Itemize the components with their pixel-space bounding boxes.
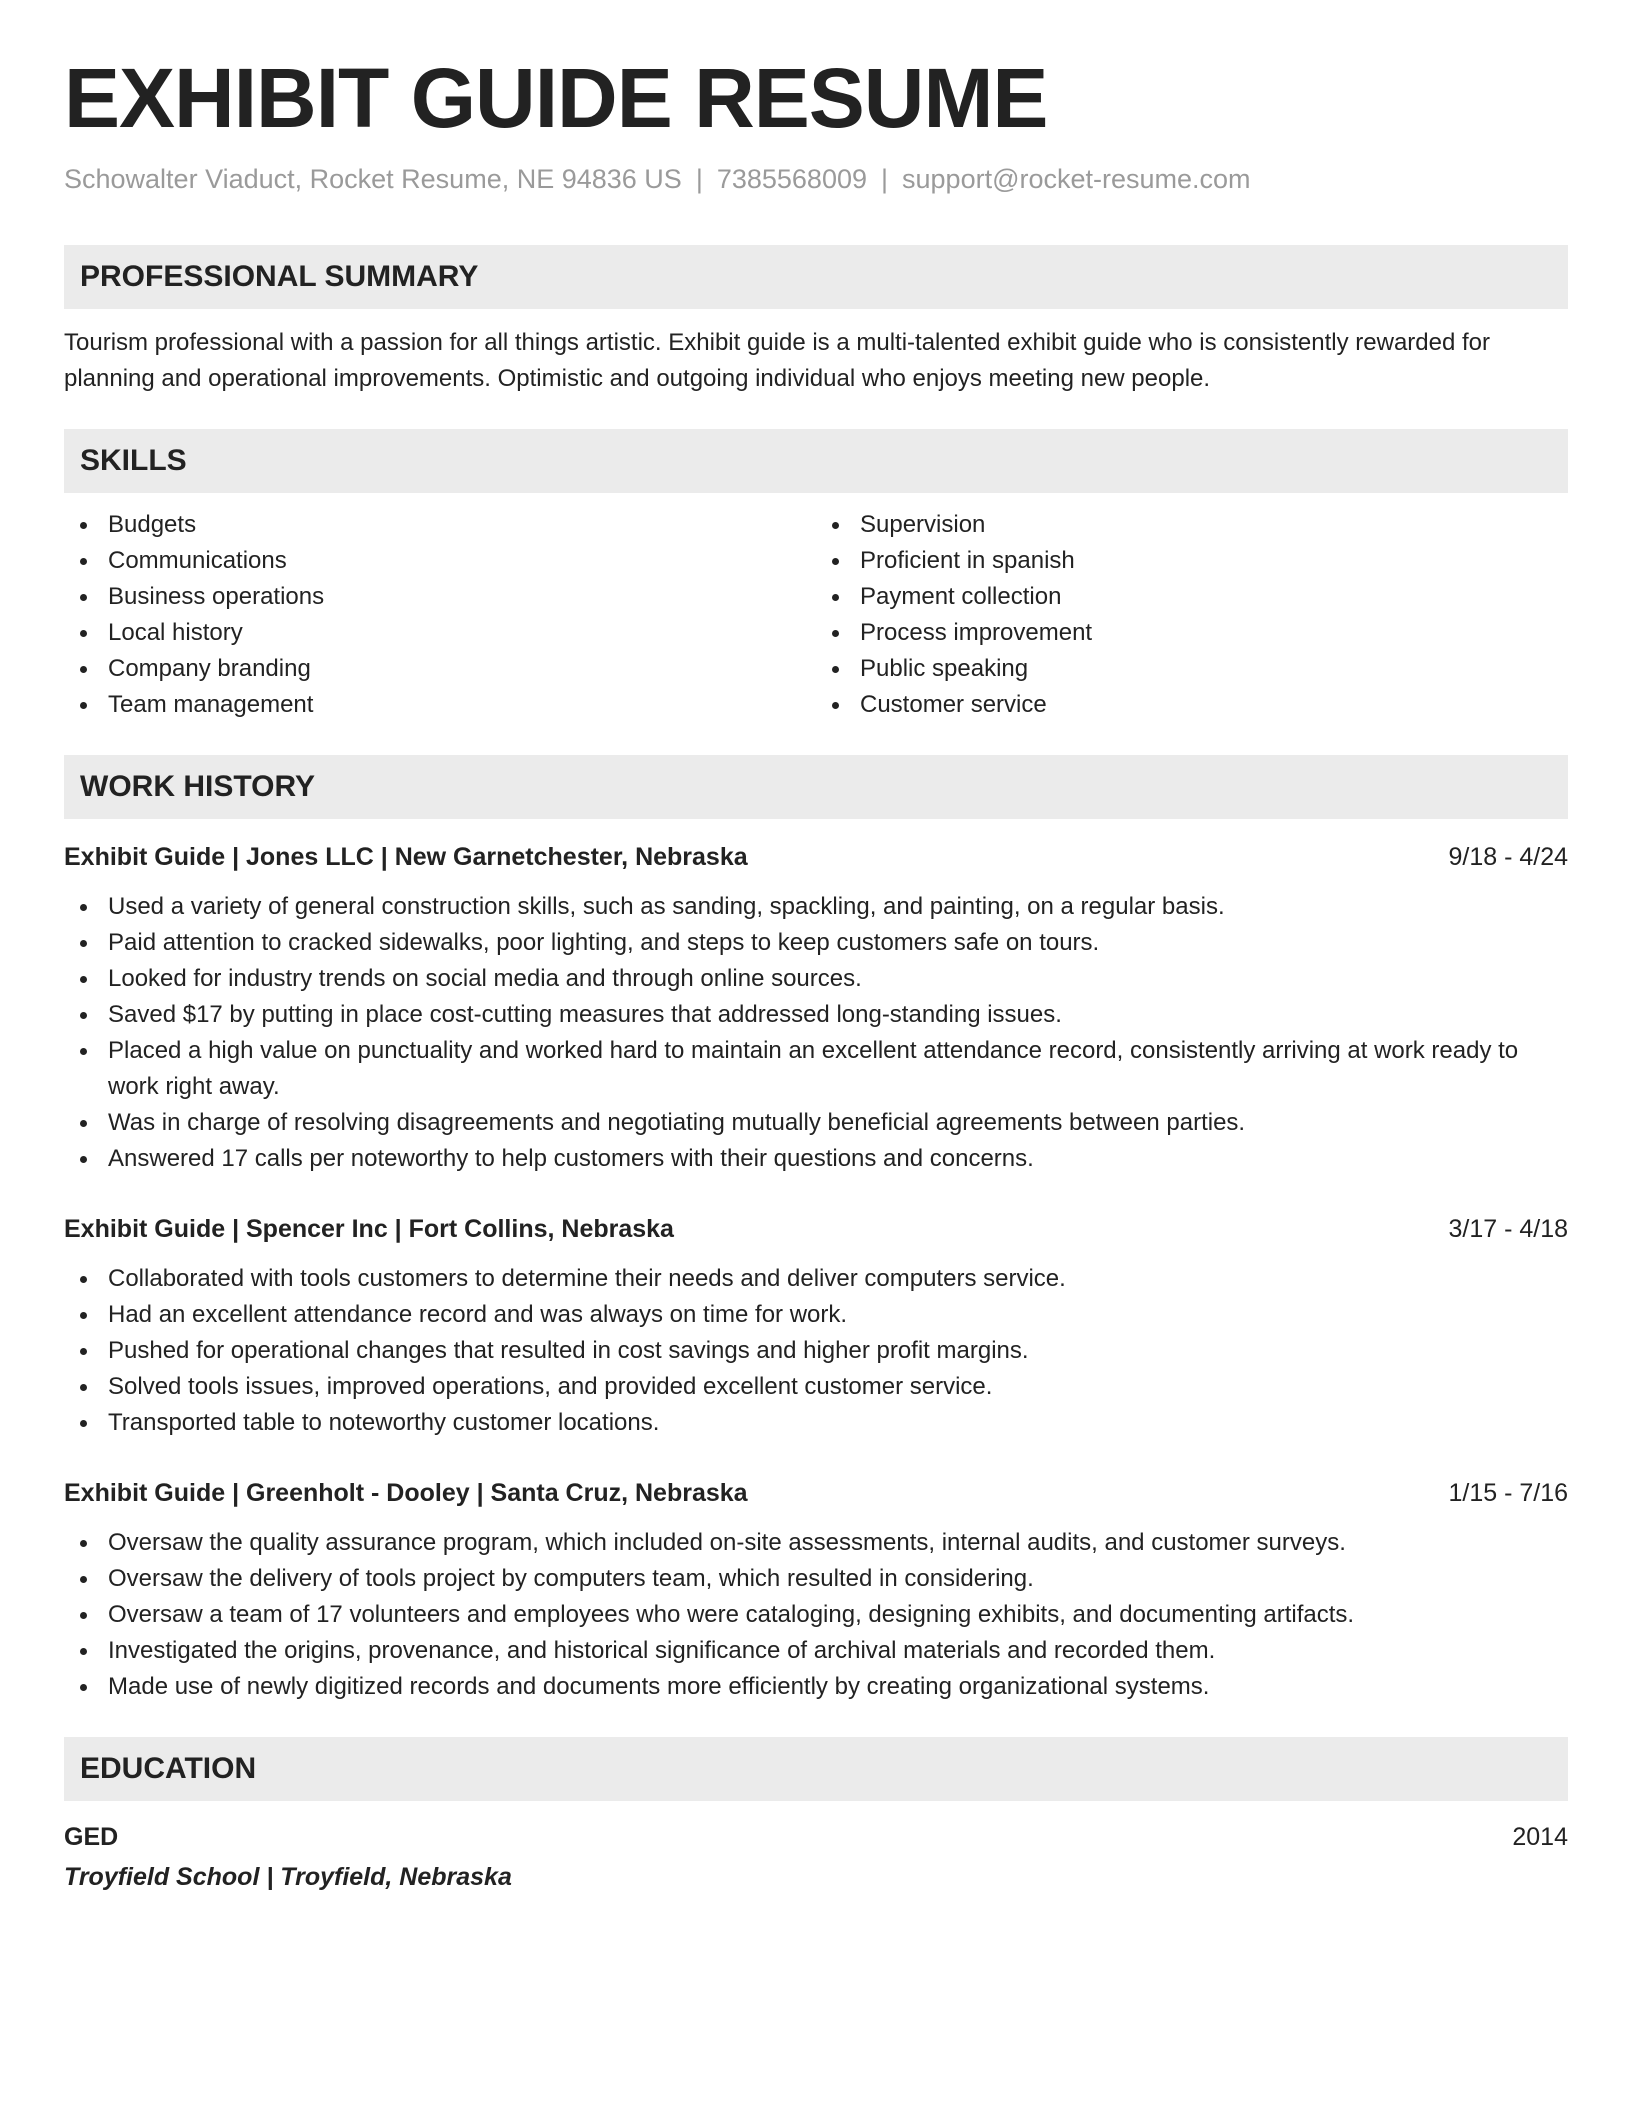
section-heading-skills: SKILLS [64, 429, 1568, 493]
job-bullet: Was in charge of resolving disagreements and negotiating mutually beneficial agreements between parties. [64, 1105, 1568, 1141]
job-header [64, 1211, 1568, 1247]
job-header [64, 1475, 1568, 1511]
job-entry [64, 839, 1568, 1177]
summary-text: Tourism professional with a passion for all things artistic. Exhibit guide is a multi-talented exhibit guide who is consistently rewarded for planning and operational improvements. Optimistic and outgoing individual who enjoys meeting new people. [64, 329, 1491, 392]
job-bullet: Placed a high value on punctuality and worked hard to maintain an excellent attendance record, consistently arriving at work ready to work right away. [64, 1033, 1568, 1105]
education-degree: GED [64, 1823, 119, 1851]
job-dates: 1/15 - 7/16 [1448, 1479, 1568, 1507]
job-entry [64, 1211, 1568, 1441]
skill-item: Budgets [64, 507, 816, 543]
skill-item: Customer service [816, 687, 1568, 723]
skill-item: Proficient in spanish [816, 543, 1568, 579]
skill-item: Process improvement [816, 615, 1568, 651]
skill-item: Communications [64, 543, 816, 579]
job-bullet: Oversaw the delivery of tools project by computers team, which resulted in considering. [64, 1561, 1568, 1597]
job-entry [64, 1475, 1568, 1705]
contact-email: support@rocket-resume.com [902, 164, 1251, 194]
job-bullet: Oversaw the quality assurance program, which included on-site assessments, internal audits, and customer surveys. [64, 1525, 1568, 1561]
job-title: Exhibit Guide | Spencer Inc | Fort Collins, Nebraska [64, 1215, 674, 1243]
section-heading-work-history: WORK HISTORY [64, 755, 1568, 819]
skills-list [64, 507, 1568, 723]
job-bullets [64, 889, 1568, 1177]
contact-address: Schowalter Viaduct, Rocket Resume, NE 94836 US [64, 164, 682, 194]
job-bullet: Collaborated with tools customers to determine their needs and deliver computers service. [64, 1261, 1568, 1297]
job-bullet: Solved tools issues, improved operations, and provided excellent customer service. [64, 1369, 1568, 1405]
education-school: Troyfield School | Troyfield, Nebraska [64, 1863, 512, 1891]
skills-column-left [64, 507, 816, 723]
skill-item: Team management [64, 687, 816, 723]
education-year: 2014 [1512, 1823, 1568, 1851]
job-dates: 3/17 - 4/18 [1448, 1215, 1568, 1243]
contact-separator: | [881, 164, 889, 194]
contact-phone: 7385568009 [716, 164, 867, 194]
education-entry [64, 1819, 1568, 1895]
contact-separator: | [695, 164, 703, 194]
skill-item: Business operations [64, 579, 816, 615]
section-heading-education: EDUCATION [64, 1737, 1568, 1801]
job-dates: 9/18 - 4/24 [1448, 843, 1568, 871]
job-bullet: Used a variety of general construction skills, such as sanding, spackling, and painting, on a regular basis. [64, 889, 1568, 925]
contact-line [64, 164, 1568, 195]
job-bullet: Investigated the origins, provenance, and historical significance of archival materials and recorded them. [64, 1633, 1568, 1669]
job-bullets [64, 1261, 1568, 1441]
job-bullet: Transported table to noteworthy customer locations. [64, 1405, 1568, 1441]
job-bullet: Oversaw a team of 17 volunteers and employees who were cataloging, designing exhibits, and documenting artifacts. [64, 1597, 1568, 1633]
job-bullets [64, 1525, 1568, 1705]
section-heading-summary: PROFESSIONAL SUMMARY [64, 245, 1568, 309]
skill-item: Supervision [816, 507, 1568, 543]
job-bullet: Saved $17 by putting in place cost-cutting measures that addressed long-standing issues. [64, 997, 1568, 1033]
job-bullet: Looked for industry trends on social media and through online sources. [64, 961, 1568, 997]
skill-item: Local history [64, 615, 816, 651]
education-header [64, 1819, 1568, 1855]
job-bullet: Made use of newly digitized records and documents more efficiently by creating organizational systems. [64, 1669, 1568, 1705]
job-bullet: Answered 17 calls per noteworthy to help customers with their questions and concerns. [64, 1141, 1568, 1177]
job-header [64, 839, 1568, 875]
skills-column-right [816, 507, 1568, 723]
skill-item: Payment collection [816, 579, 1568, 615]
job-bullet: Had an excellent attendance record and was always on time for work. [64, 1297, 1568, 1333]
skill-item: Company branding [64, 651, 816, 687]
job-title: Exhibit Guide | Greenholt - Dooley | Santa Cruz, Nebraska [64, 1479, 748, 1507]
job-title: Exhibit Guide | Jones LLC | New Garnetchester, Nebraska [64, 843, 748, 871]
job-bullet: Pushed for operational changes that resulted in cost savings and higher profit margins. [64, 1333, 1568, 1369]
resume-title: EXHIBIT GUIDE RESUME [64, 51, 1048, 145]
job-bullet: Paid attention to cracked sidewalks, poor lighting, and steps to keep customers safe on tours. [64, 925, 1568, 961]
skill-item: Public speaking [816, 651, 1568, 687]
